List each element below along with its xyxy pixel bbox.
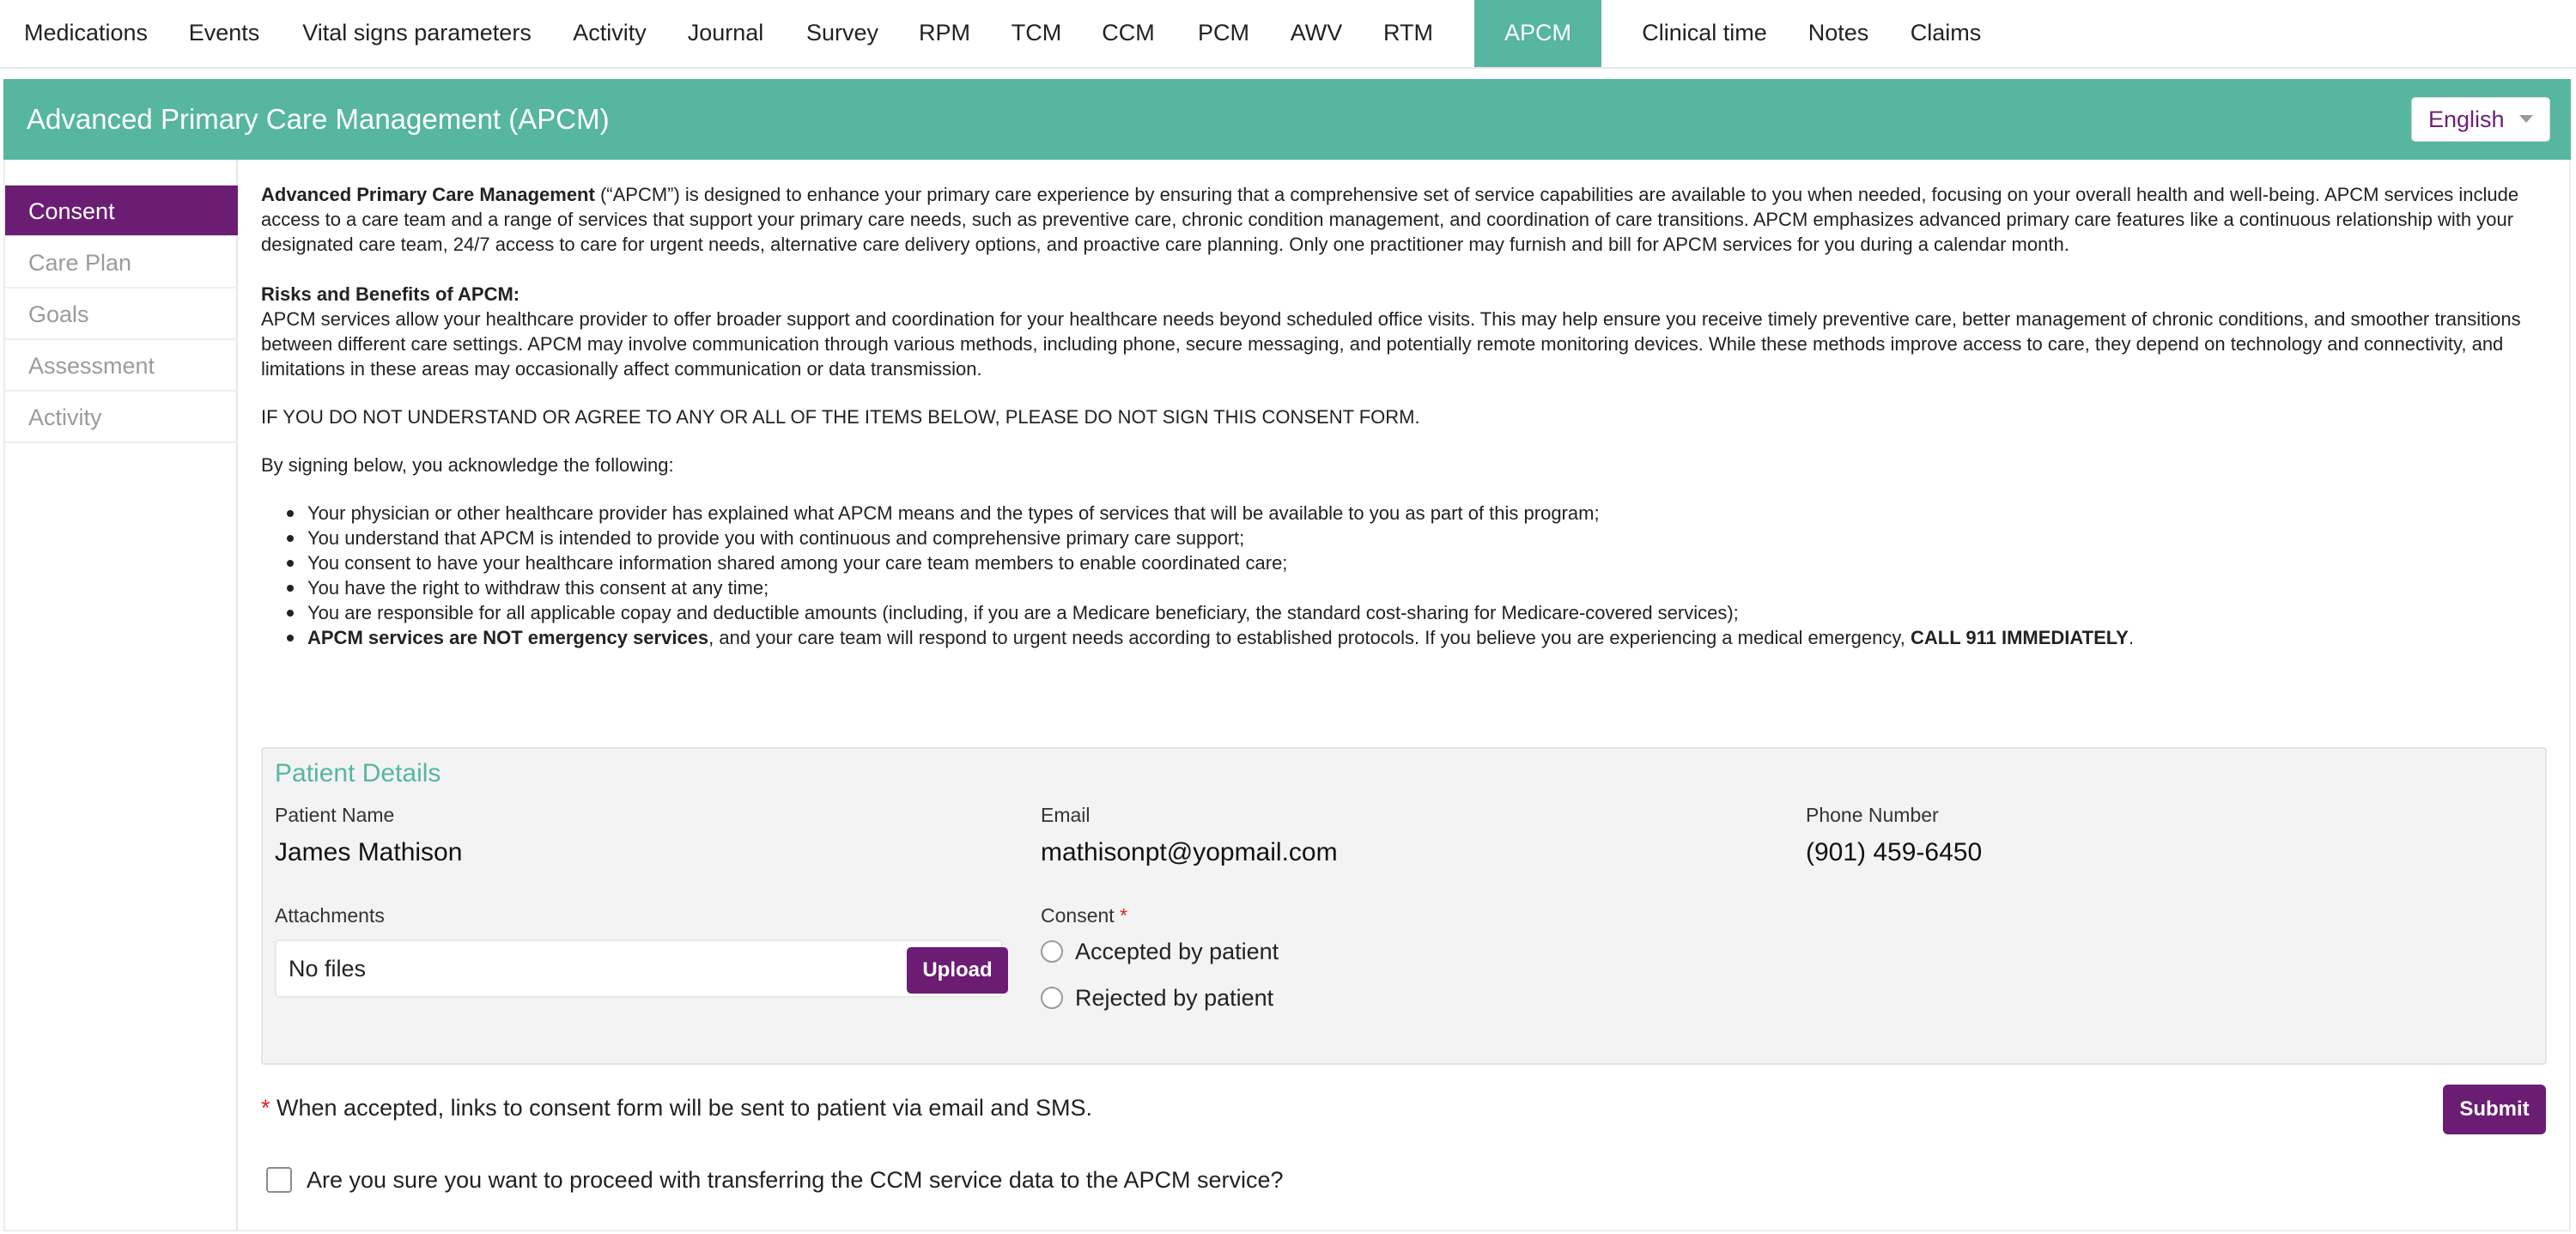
patient-details-title: Patient Details [275, 759, 441, 787]
tab-activity[interactable]: Activity [573, 20, 647, 46]
list-item: APCM services are NOT emergency services, and your care team will respond to urgent needs according to established protocols. If you believe you are experiencing a medical emergency, CALL 911 IMMEDIATELY. [261, 625, 2545, 650]
sidebar-item-care-plan[interactable]: Care Plan [5, 237, 238, 289]
consent-label: Consent * [1041, 904, 1128, 927]
tab-journal[interactable]: Journal [687, 20, 764, 46]
tab-pcm[interactable]: PCM [1198, 20, 1249, 46]
tab-clinical-time[interactable]: Clinical time [1642, 20, 1767, 46]
tab-survey[interactable]: Survey [805, 20, 879, 46]
acknowledgement-list [261, 501, 2545, 650]
radio-accepted[interactable] [1041, 940, 1063, 963]
tab-apcm[interactable]: APCM [1474, 0, 1601, 67]
intro-text: (“APCM”) is designed to enhance your primary care experience by ensuring that a comprehensive set of service capabilities are available to you when needed, focusing on your overall health and well-being. APCM services include access to a care team and a range of services that support your primary care needs, such as preventive care, chronic condition management, and coordination of care transitions. APCM emphasizes advanced primary care features like a continuous relationship with your designated care team, 24/7 access to care for urgent needs, alternative care delivery options, and proactive care planning. Only one practitioner may furnish and bill for APCM services for you during a calendar month. [261, 184, 2519, 255]
top-tab-bar [0, 0, 2576, 69]
upload-button[interactable]: Upload [907, 947, 1008, 994]
submit-button[interactable]: Submit [2443, 1085, 2546, 1134]
list-item: You understand that APCM is intended to provide you with continuous and comprehensive primary care support; [261, 526, 2545, 550]
list-item: You are responsible for all applicable copay and deductible amounts (including, if you are a Medicare beneficiary, the standard cost-sharing for Medicare-covered services); [261, 600, 2545, 625]
chevron-down-icon [2519, 115, 2533, 123]
tab-tcm[interactable]: TCM [1011, 20, 1062, 46]
intro-bold: Advanced Primary Care Management [261, 184, 595, 205]
warning-text: IF YOU DO NOT UNDERSTAND OR AGREE TO ANY OR ALL OF THE ITEMS BELOW, PLEASE DO NOT SIGN THIS CONSENT FORM. [261, 406, 1420, 428]
tab-rpm[interactable]: RPM [919, 20, 970, 46]
page-header [3, 79, 2571, 160]
tab-awv[interactable]: AWV [1290, 20, 1343, 46]
patient-name-label: Patient Name [275, 804, 395, 826]
phone-value: (901) 459-6450 [1806, 838, 1983, 866]
risks-heading: Risks and Benefits of APCM: [261, 283, 520, 305]
consent-note: * When accepted, links to consent form will be sent to patient via email and SMS. [261, 1095, 1092, 1121]
patient-details-panel: Patient Details Patient Name James Mathison Email mathisonpt@yopmail.com Phone Number (901) 459-6450 Attachments No files Upload Consent * Accepted by patient Rejected by patient [261, 747, 2547, 1065]
risks-paragraph: APCM services allow your healthcare provider to offer broader support and coordination for your healthcare needs beyond scheduled office visits. This may help ensure you receive timely preventive care, better management of chronic conditions, and smoother transitions between different care settings. APCM may involve communication through various methods, including phone, secure messaging, and potentially remote monitoring devices. While these methods improve access to care, they depend on technology and connectivity, and limitations in these areas may occasionally affect communication or data transmission. [261, 308, 2521, 380]
sidebar-item-activity[interactable]: Activity [5, 392, 238, 443]
list-item: You consent to have your healthcare information shared among your care team members to enable coordinated care; [261, 550, 2545, 575]
tab-vital-signs-parameters[interactable]: Vital signs parameters [302, 20, 532, 46]
tab-medications[interactable]: Medications [23, 20, 149, 46]
email-label: Email [1041, 804, 1091, 826]
list-item: You have the right to withdraw this consent at any time; [261, 575, 2545, 600]
tab-notes[interactable]: Notes [1807, 20, 1869, 46]
phone-label: Phone Number [1806, 804, 1939, 826]
attachments-value: No files [289, 956, 367, 982]
radio-rejected[interactable] [1041, 987, 1063, 1009]
sidebar [3, 160, 238, 1231]
acknowledge-text: By signing below, you acknowledge the following: [261, 454, 674, 476]
email-value: mathisonpt@yopmail.com [1041, 838, 1338, 866]
transfer-confirm-label: Are you sure you want to proceed with transferring the CCM service data to the APCM service? [307, 1167, 1284, 1193]
tab-ccm[interactable]: CCM [1102, 20, 1155, 46]
intro-paragraph [261, 182, 2545, 257]
attachments-field [275, 939, 1003, 998]
list-item: Your physician or other healthcare provider has explained what APCM means and the types of services that will be available to you as part of this program; [261, 501, 2545, 526]
sidebar-item-goals[interactable]: Goals [5, 289, 238, 340]
page-title: Advanced Primary Care Management (APCM) [27, 103, 610, 135]
language-select[interactable] [2411, 97, 2550, 142]
tab-rtm[interactable]: RTM [1383, 20, 1433, 46]
attachments-label: Attachments [275, 904, 385, 927]
patient-name-value: James Mathison [275, 838, 463, 866]
language-select-value: English [2428, 106, 2505, 132]
transfer-confirm-checkbox[interactable] [266, 1167, 292, 1193]
tab-events[interactable]: Events [188, 20, 260, 46]
tab-claims[interactable]: Claims [1910, 20, 1982, 46]
consent-text [261, 182, 2545, 650]
sidebar-item-assessment[interactable]: Assessment [5, 340, 238, 392]
sidebar-item-consent[interactable]: Consent [5, 185, 238, 237]
